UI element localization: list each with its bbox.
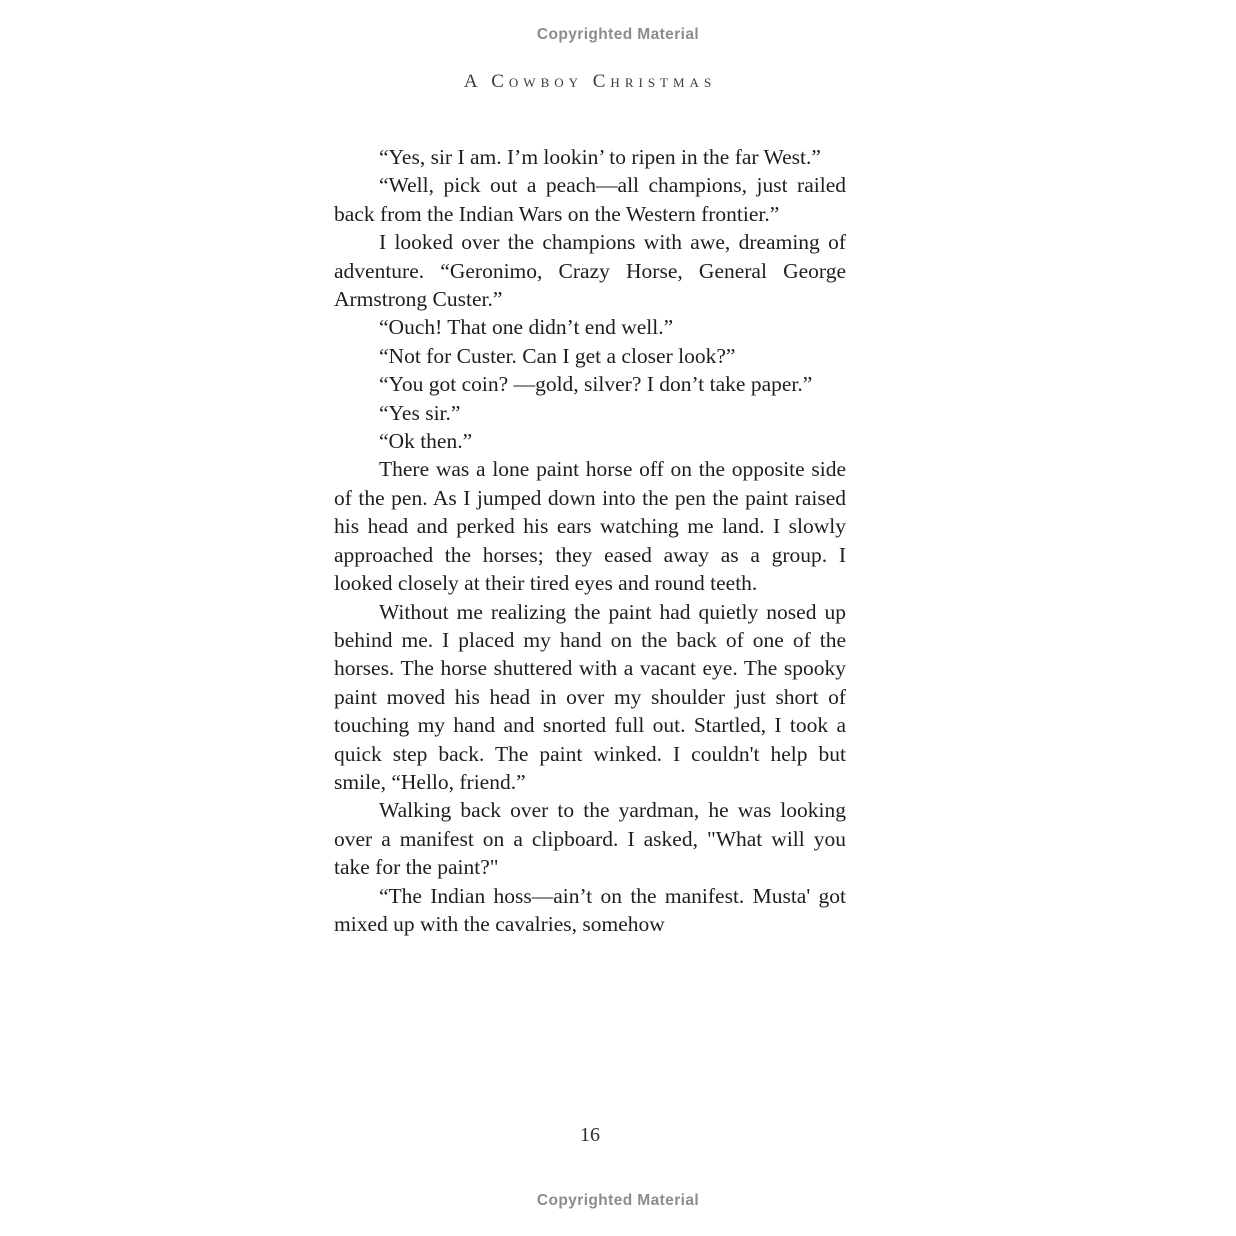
- paragraph: “You got coin? —gold, silver? I don’t take paper.”: [379, 372, 813, 397]
- copyright-banner-top: Copyrighted Material: [536, 26, 700, 43]
- paragraph: Walking back over to the yardman, he was looking over a manifest on a clipboard. I asked, "What will you take for the paint?": [334, 798, 846, 880]
- paragraph: I looked over the champions with awe, dreaming of adventure. “Geronimo, Crazy Horse, General George Armstrong Custer.”: [334, 230, 846, 312]
- body-text: [334, 143, 846, 938]
- page-number: 16: [580, 1124, 600, 1146]
- paragraph: Without me realizing the paint had quietly nosed up behind me. I placed my hand on the back of one of the horses. The horse shuttered with a vacant eye. The spooky paint moved his head in over my shoulder just short of touching my hand and snorted full out. Startled, I took a quick step back. The paint winked. I couldn't help but smile, “Hello, friend.”: [334, 599, 846, 794]
- paragraph: “Yes, sir I am. I’m lookin’ to ripen in the far West.”: [379, 145, 821, 169]
- paragraph: There was a lone paint horse off on the opposite side of the pen. As I jumped down into the pen the paint raised his head and perked his ears watching me land. I slowly approached the horses; they eased away as a group. I looked closely at their tired eyes and round teeth.: [334, 457, 846, 596]
- paragraph: “Yes sir.”: [379, 400, 461, 425]
- paragraph: “Ok then.”: [379, 429, 473, 454]
- copyright-banner-bottom: Copyrighted Material: [536, 1192, 700, 1209]
- paragraph: “The Indian hoss—ain’t on the manifest. Musta' got mixed up with the cavalries, somehow: [334, 883, 846, 936]
- paragraph: “Well, pick out a peach—all champions, just railed back from the Indian Wars on the Western frontier.”: [334, 173, 846, 226]
- running-header-title: A Cowboy Christmas: [463, 71, 717, 92]
- paragraph: “Ouch! That one didn’t end well.”: [379, 315, 674, 340]
- paragraph: “Not for Custer. Can I get a closer look?”: [379, 343, 736, 368]
